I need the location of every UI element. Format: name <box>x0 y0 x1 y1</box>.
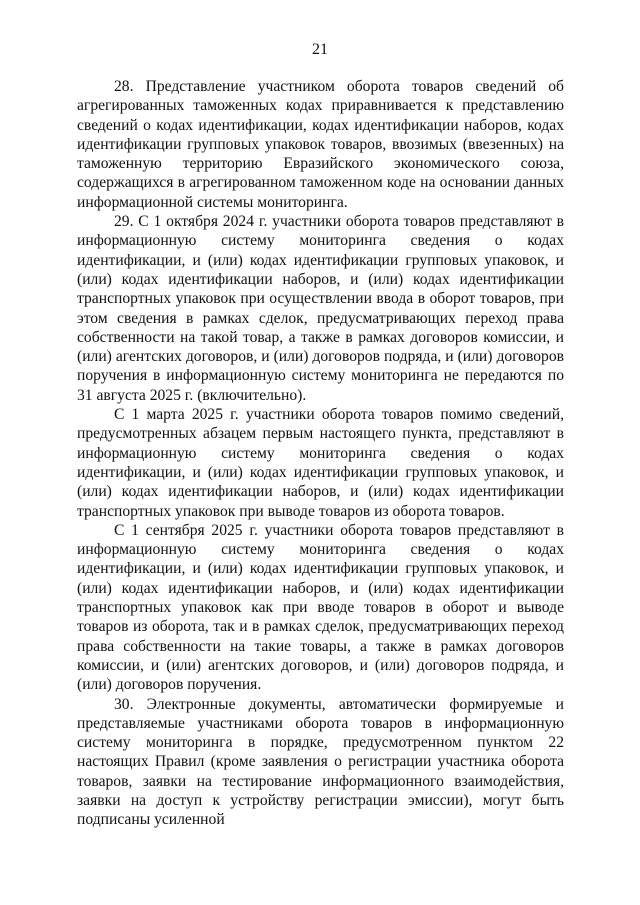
paragraph-29-march: С 1 марта 2025 г. участники оборота товаров помимо сведений, предусмотренных абзацем первым настоящего пункта, представляют в информационную систему мониторинга сведения о кодах идентификации, и (или) кодах идентификации групповых упаковок, и (или) кодах идентификации наборов, и (или) кодах идентификации транспортных упаковок при выводе товаров из оборота товаров. <box>77 406 564 520</box>
document-body <box>77 77 564 830</box>
paragraph-30: 30. Электронные документы, автоматически формируемые и представляемые участниками оборота товаров в информационную систему мониторинга в порядке, предусмотренном пунктом 22 настоящих Правил (кроме заявления о регистрации участника оборота товаров, заявки на тестирование информационного взаимодействия, заявки на доступ к устройству регистрации эмиссии), могут быть подписаны усиленной <box>77 695 564 829</box>
paragraph-29: 29. С 1 октября 2024 г. участники оборота товаров представляют в информационную систему мониторинга сведения о кодах идентификации, и (или) кодах идентификации групповых упаковок, и (или) кодах идентификации наборов, и (или) кодах идентификации транспортных упаковок при осуществлении ввода в оборот товаров, при этом сведения в рамках сделок, предусматривающих переход права собственности на такой товар, а также в рамках договоров комиссии, и (или) агентских договоров, и (или) договоров подряда, и (или) договоров поручения в информационную систему мониторинга не передаются по 31 августа 2025 г. (включительно). <box>77 213 564 404</box>
paragraph-28: 28. Представление участником оборота товаров сведений об агрегированных таможенных кодах приравнивается к представлению сведений о кодах идентификации, кодах идентификации наборов, кодах идентификации групповых упаковок товаров, ввозимых (ввезенных) на таможенную территорию Евразийского экономического союза, содержащихся в агрегированном таможенном коде на основании данных информационной системы мониторинга. <box>77 78 564 211</box>
paragraph-29-september: С 1 сентября 2025 г. участники оборота товаров представляют в информационную систему мониторинга сведения о кодах идентификации, и (или) кодах идентификации групповых упаковок, и (или) кодах идентификации наборов, и (или) кодах идентификации транспортных упаковок как при вводе товаров в оборот и выводе товаров из оборота, так и в рамках сделок, предусматривающих переход права собственности на такие товары, а также в рамках договоров комиссии, и (или) агентских договоров, и (или) договоров подряда, и (или) договоров поручения. <box>77 521 564 694</box>
page-number: 21 <box>312 41 328 58</box>
